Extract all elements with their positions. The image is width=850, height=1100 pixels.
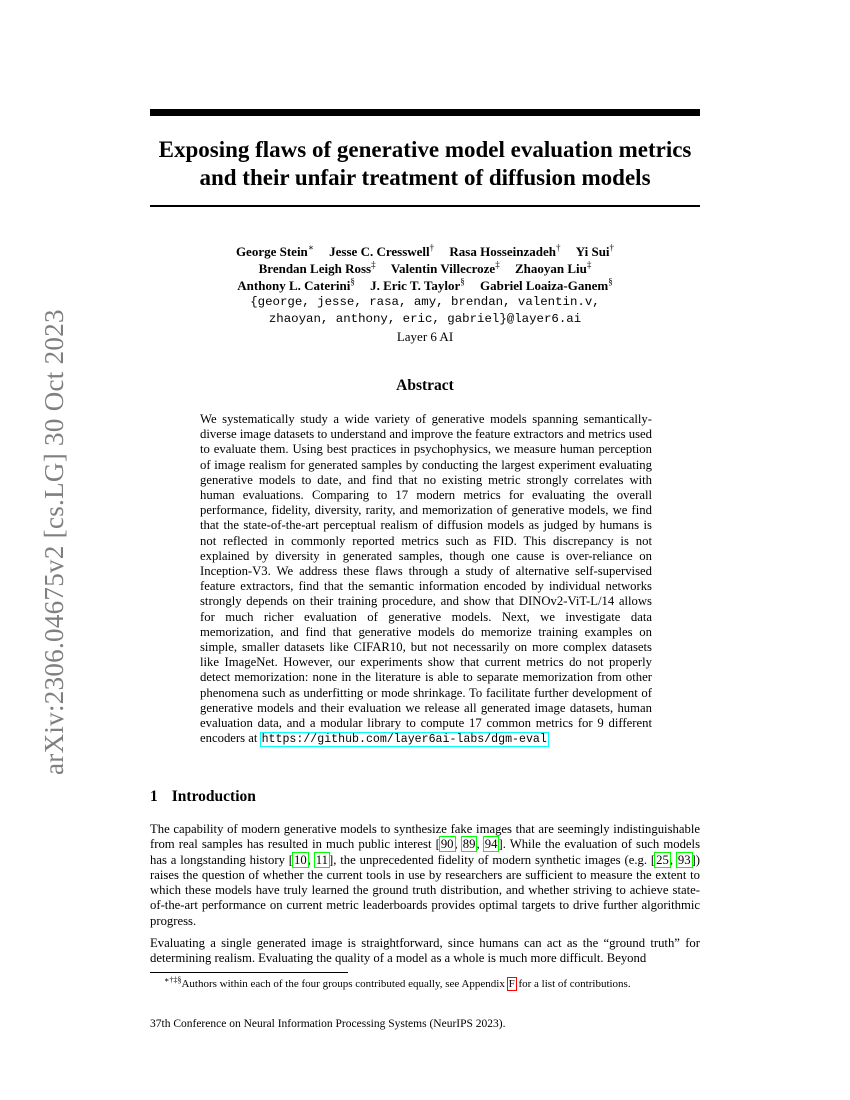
author: Valentin Villecroze‡ bbox=[390, 259, 500, 276]
citation-link[interactable]: 11 bbox=[315, 852, 328, 867]
author: Zhaoyan Liu‡ bbox=[514, 259, 592, 276]
author-block bbox=[150, 243, 700, 345]
author: Yi Sui† bbox=[575, 242, 615, 259]
appendix-link[interactable]: F bbox=[508, 978, 515, 990]
author-row-3 bbox=[150, 277, 700, 294]
code-repository-link[interactable]: https://github.com/layer6ai-labs/dgm-eval bbox=[261, 733, 547, 747]
author-emails-line-2: zhaoyan, anthony, eric, gabriel}@layer6.ai bbox=[268, 312, 582, 326]
paper-title bbox=[130, 136, 720, 192]
title-top-rule bbox=[150, 109, 700, 116]
title-bottom-rule bbox=[150, 205, 700, 207]
author: Gabriel Loaiza-Ganem§ bbox=[480, 276, 613, 293]
author: Anthony L. Caterini§ bbox=[237, 276, 355, 293]
title-line-2: and their unfair treatment of diffusion models bbox=[199, 165, 651, 190]
footnote-marks: ∗†‡§ bbox=[164, 975, 182, 985]
author: J. Eric T. Taylor§ bbox=[370, 276, 465, 293]
citation-link[interactable]: 90 bbox=[440, 837, 454, 852]
author-emails-line-1: {george, jesse, rasa, amy, brendan, valentin.v, bbox=[250, 295, 600, 309]
abstract-body bbox=[200, 412, 652, 747]
abstract-text: We systematically study a wide variety of generative models spanning semantically-diverse image datasets to understand and improve the feature extractors and metrics used to evaluate them. Using best practices in psychophysics, we measure human perception of image realism for generated samples by conducting the largest experiment evaluating generative models to date, and find that no existing metric strongly correlates with human evaluations. Comparing to 17 modern metrics for evaluating the overall performance, fidelity, diversity, rarity, and memorization of generative models, we find that the state-of-the-art perceptual realism of diffusion models as judged by humans is not reflected in commonly reported metrics such as FID. This discrepancy is not explained by diversity in generated samples, though one cause is over-reliance on Inception-V3. We address these flaws through a study of alternative self-supervised feature extractors, find that the semantic information encoded by individual networks strongly depends on their training procedure, and show that DINOv2-ViT-L/14 allows for much richer evaluation of generative models. Next, we investigate data memorization, and find that generative models do memorize training examples on simple, smaller datasets like CIFAR10, but not necessarily on more complex datasets like ImageNet. However, our experiments show that current metrics do not properly detect memorization: none in the literature is able to separate memorization from other phenomena such as underfitting or mode shrinkage. To facilitate further development of generative models and their evaluation we release all generated image datasets, human evaluation data, and a modular library to compute 17 common metrics for 9 different encoders at bbox=[200, 412, 652, 746]
section-title: Introduction bbox=[171, 788, 256, 805]
section-heading-introduction bbox=[150, 788, 256, 806]
footnote-rule bbox=[150, 972, 348, 973]
author: Brendan Leigh Ross‡ bbox=[258, 259, 376, 276]
abstract-heading: Abstract bbox=[396, 377, 454, 394]
author: Jesse C. Cresswell† bbox=[329, 242, 435, 259]
citation-link[interactable]: 25 bbox=[656, 852, 669, 867]
citation-link[interactable]: 93 bbox=[677, 852, 691, 867]
author-row-2 bbox=[150, 260, 700, 277]
citation-link[interactable]: 94 bbox=[484, 837, 498, 852]
arxiv-stamp: arXiv:2306.04675v2 [cs.LG] 30 Oct 2023 bbox=[39, 309, 69, 775]
author: Rasa Hosseinzadeh† bbox=[449, 242, 561, 259]
author: George Stein∗ bbox=[235, 242, 314, 259]
title-line-1: Exposing flaws of generative model evaluation metrics bbox=[158, 137, 692, 162]
intro-paragraph-1: The capability of modern generative models to synthesize fake images that are seemingly indistinguishable from real samples has resulted in much public interest [90, 89, 94]. While the evaluation of such models has a longstanding history [10, 11], the unprecedented fidelity of modern synthetic images (e.g. [25, 93]) raises the question of whether the current tools in use by researchers are sufficient to measure the extent to which these models have truly learned the ground truth distribution, and whether striving to achieve state-of-the-art performance on current metric leaderboards provides optimal targets to drive further algorithmic progress. bbox=[150, 822, 701, 928]
venue-note: 37th Conference on Neural Information Processing Systems (NeurIPS 2023). bbox=[150, 1018, 506, 1030]
intro-paragraph-2: Evaluating a single generated image is straightforward, since humans can act as the “ground truth” for determining realism. Evaluating the quality of a model as a whole is much more difficult. Beyond bbox=[150, 936, 700, 966]
citation-link[interactable]: 89 bbox=[462, 837, 476, 852]
footnote: ∗†‡§Authors within each of the four groups contributed equally, see Appendix F for a list of contributions. bbox=[164, 975, 631, 990]
author-row-1 bbox=[150, 243, 700, 260]
affiliation: Layer 6 AI bbox=[396, 329, 454, 344]
citation-link[interactable]: 10 bbox=[294, 852, 307, 867]
section-number: 1 bbox=[150, 788, 158, 805]
